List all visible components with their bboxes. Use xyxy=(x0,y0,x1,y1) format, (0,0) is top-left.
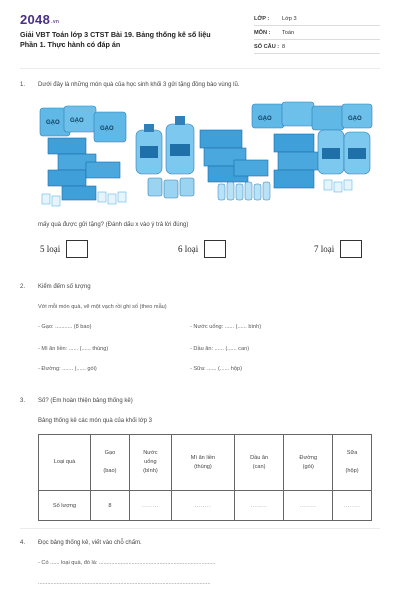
water-jugs xyxy=(136,116,194,174)
tally-item: - Dầu ăn: ...... (...... can) xyxy=(190,346,250,352)
meta-key: MÔN : xyxy=(254,29,271,36)
tally-item: - Đường: ....... (...... gói) xyxy=(38,366,97,372)
answer-checkbox[interactable] xyxy=(204,240,226,258)
question-number: 4. xyxy=(20,540,26,546)
tally-item: - Mì ăn liền: ...... (...... thùng) xyxy=(38,346,109,352)
table-cell-blank[interactable]: ........ xyxy=(171,491,234,521)
oil-cans xyxy=(148,178,194,198)
gifts-illustration xyxy=(38,100,374,212)
question-instruction: Với mỗi món quà, vẽ một vạch rồi ghi số (theo mẫu) xyxy=(38,304,167,310)
tally-items xyxy=(38,324,374,378)
question-number: 1. xyxy=(20,82,26,88)
choice-label: 6 loại xyxy=(178,244,199,254)
question-1 xyxy=(20,82,380,94)
table-cell-blank[interactable]: ........ xyxy=(234,491,284,521)
tally-item: - Gạo: ........... (8 bao) xyxy=(38,324,92,330)
choice-5-types[interactable] xyxy=(40,240,88,258)
header-cell-milk xyxy=(333,435,372,491)
header-cell-type xyxy=(39,435,91,491)
header-cell-water xyxy=(129,435,171,491)
row-label: Số lượng xyxy=(39,491,91,521)
answer-line[interactable]: - Có ...... loại quà, đó là: ........................................................................... xyxy=(38,560,216,566)
document-title-line-1: Giải VBT Toán lớp 3 CTST Bài 19. Bảng thống kê số liệu xyxy=(20,30,211,39)
choice-label: 7 loại xyxy=(314,244,335,254)
header-text: Sữa xyxy=(346,450,358,456)
answer-checkbox[interactable] xyxy=(66,240,88,258)
logo-suffix: .vn xyxy=(51,19,60,25)
water-bottles xyxy=(218,182,270,200)
question-3 xyxy=(20,398,380,410)
document-meta xyxy=(254,12,380,54)
section-divider xyxy=(20,528,380,529)
question-text: Đọc bảng thống kê, viết vào chỗ chấm. xyxy=(38,540,142,546)
rice-label: GẠO xyxy=(100,126,114,132)
site-logo[interactable] xyxy=(20,12,59,27)
header-text: Đường xyxy=(299,454,318,461)
statistics-table xyxy=(38,434,372,521)
rice-bags-right xyxy=(252,102,372,130)
meta-key: LỚP : xyxy=(254,15,270,22)
meta-value: 8 xyxy=(282,43,286,50)
question-text: Số? (Em hoàn thiện bảng thống kê) xyxy=(38,398,133,404)
header-text: Dầu ăn xyxy=(250,454,269,461)
choice-6-types[interactable] xyxy=(178,240,226,258)
meta-row-count xyxy=(254,40,380,54)
right-goods xyxy=(274,130,370,192)
meta-key: SỐ CÂU : xyxy=(254,43,280,50)
header-unit: (thùng) xyxy=(194,463,212,470)
question-4 xyxy=(20,540,380,552)
header-text: Mì ăn liền xyxy=(190,454,216,461)
rice-label: GẠO xyxy=(258,116,272,122)
rice-label: GẠO xyxy=(70,118,84,124)
header-cell-sugar xyxy=(284,435,333,491)
rice-label: GẠO xyxy=(46,120,60,126)
table-row xyxy=(39,491,372,521)
header-text: Nước xyxy=(143,450,158,456)
header-cell-rice xyxy=(91,435,130,491)
question-text: Dưới đây là những món quà của học sinh khối 3 gửi tặng đồng bào vùng lũ. xyxy=(38,82,240,88)
header-unit: (gói) xyxy=(302,463,314,470)
table-cell-blank[interactable]: ........ xyxy=(333,491,372,521)
document-title xyxy=(20,30,230,50)
answer-checkbox[interactable] xyxy=(340,240,362,258)
header-unit: (hộp) xyxy=(345,468,359,474)
logo-text: 2048 xyxy=(20,12,51,27)
meta-value: Toán xyxy=(282,29,295,36)
question-number: 3. xyxy=(20,398,26,404)
meta-row-subject xyxy=(254,26,380,40)
question-2 xyxy=(20,284,380,296)
header-text: Loại quà xyxy=(53,459,76,465)
header-text: Gạo xyxy=(104,450,116,456)
question-prompt: mấy quà được gửi tặng? (Đánh dấu x vào ý trả lời đúng) xyxy=(38,222,189,228)
meta-value: Lớp 3 xyxy=(282,15,297,22)
box-stack xyxy=(200,130,268,182)
question-number: 2. xyxy=(20,284,26,290)
choice-7-types[interactable] xyxy=(314,240,362,258)
header-unit: (can) xyxy=(252,463,266,470)
rice-label: GẠO xyxy=(348,116,362,122)
rice-bags xyxy=(40,106,126,142)
table-header-row xyxy=(39,435,372,491)
header-divider xyxy=(20,68,380,69)
header-cell-noodles xyxy=(171,435,234,491)
header-unit: (bao) xyxy=(103,468,117,474)
meta-row-class xyxy=(254,12,380,26)
table-cell-blank[interactable]: ........ xyxy=(129,491,171,521)
table-cell-blank[interactable]: ........ xyxy=(284,491,333,521)
header-text: uống xyxy=(144,459,157,465)
table-cell: 8 xyxy=(91,491,130,521)
tally-item: - Nước uống: ...... (...... bình) xyxy=(190,324,262,330)
header-unit: (bình) xyxy=(143,468,158,474)
document-title-line-2: Phần 1. Thực hành có đáp án xyxy=(20,40,121,49)
header-cell-oil xyxy=(234,435,284,491)
answer-line[interactable]: ............................................................................................................... xyxy=(38,580,211,586)
choice-label: 5 loại xyxy=(40,244,61,254)
table-caption: Bảng thống kê các món quà của khối lớp 3 xyxy=(38,418,153,424)
question-text: Kiểm đếm số lượng xyxy=(38,284,91,290)
tally-item: - Sữa: ...... (...... hộp) xyxy=(190,366,242,372)
noodle-boxes xyxy=(48,138,120,200)
